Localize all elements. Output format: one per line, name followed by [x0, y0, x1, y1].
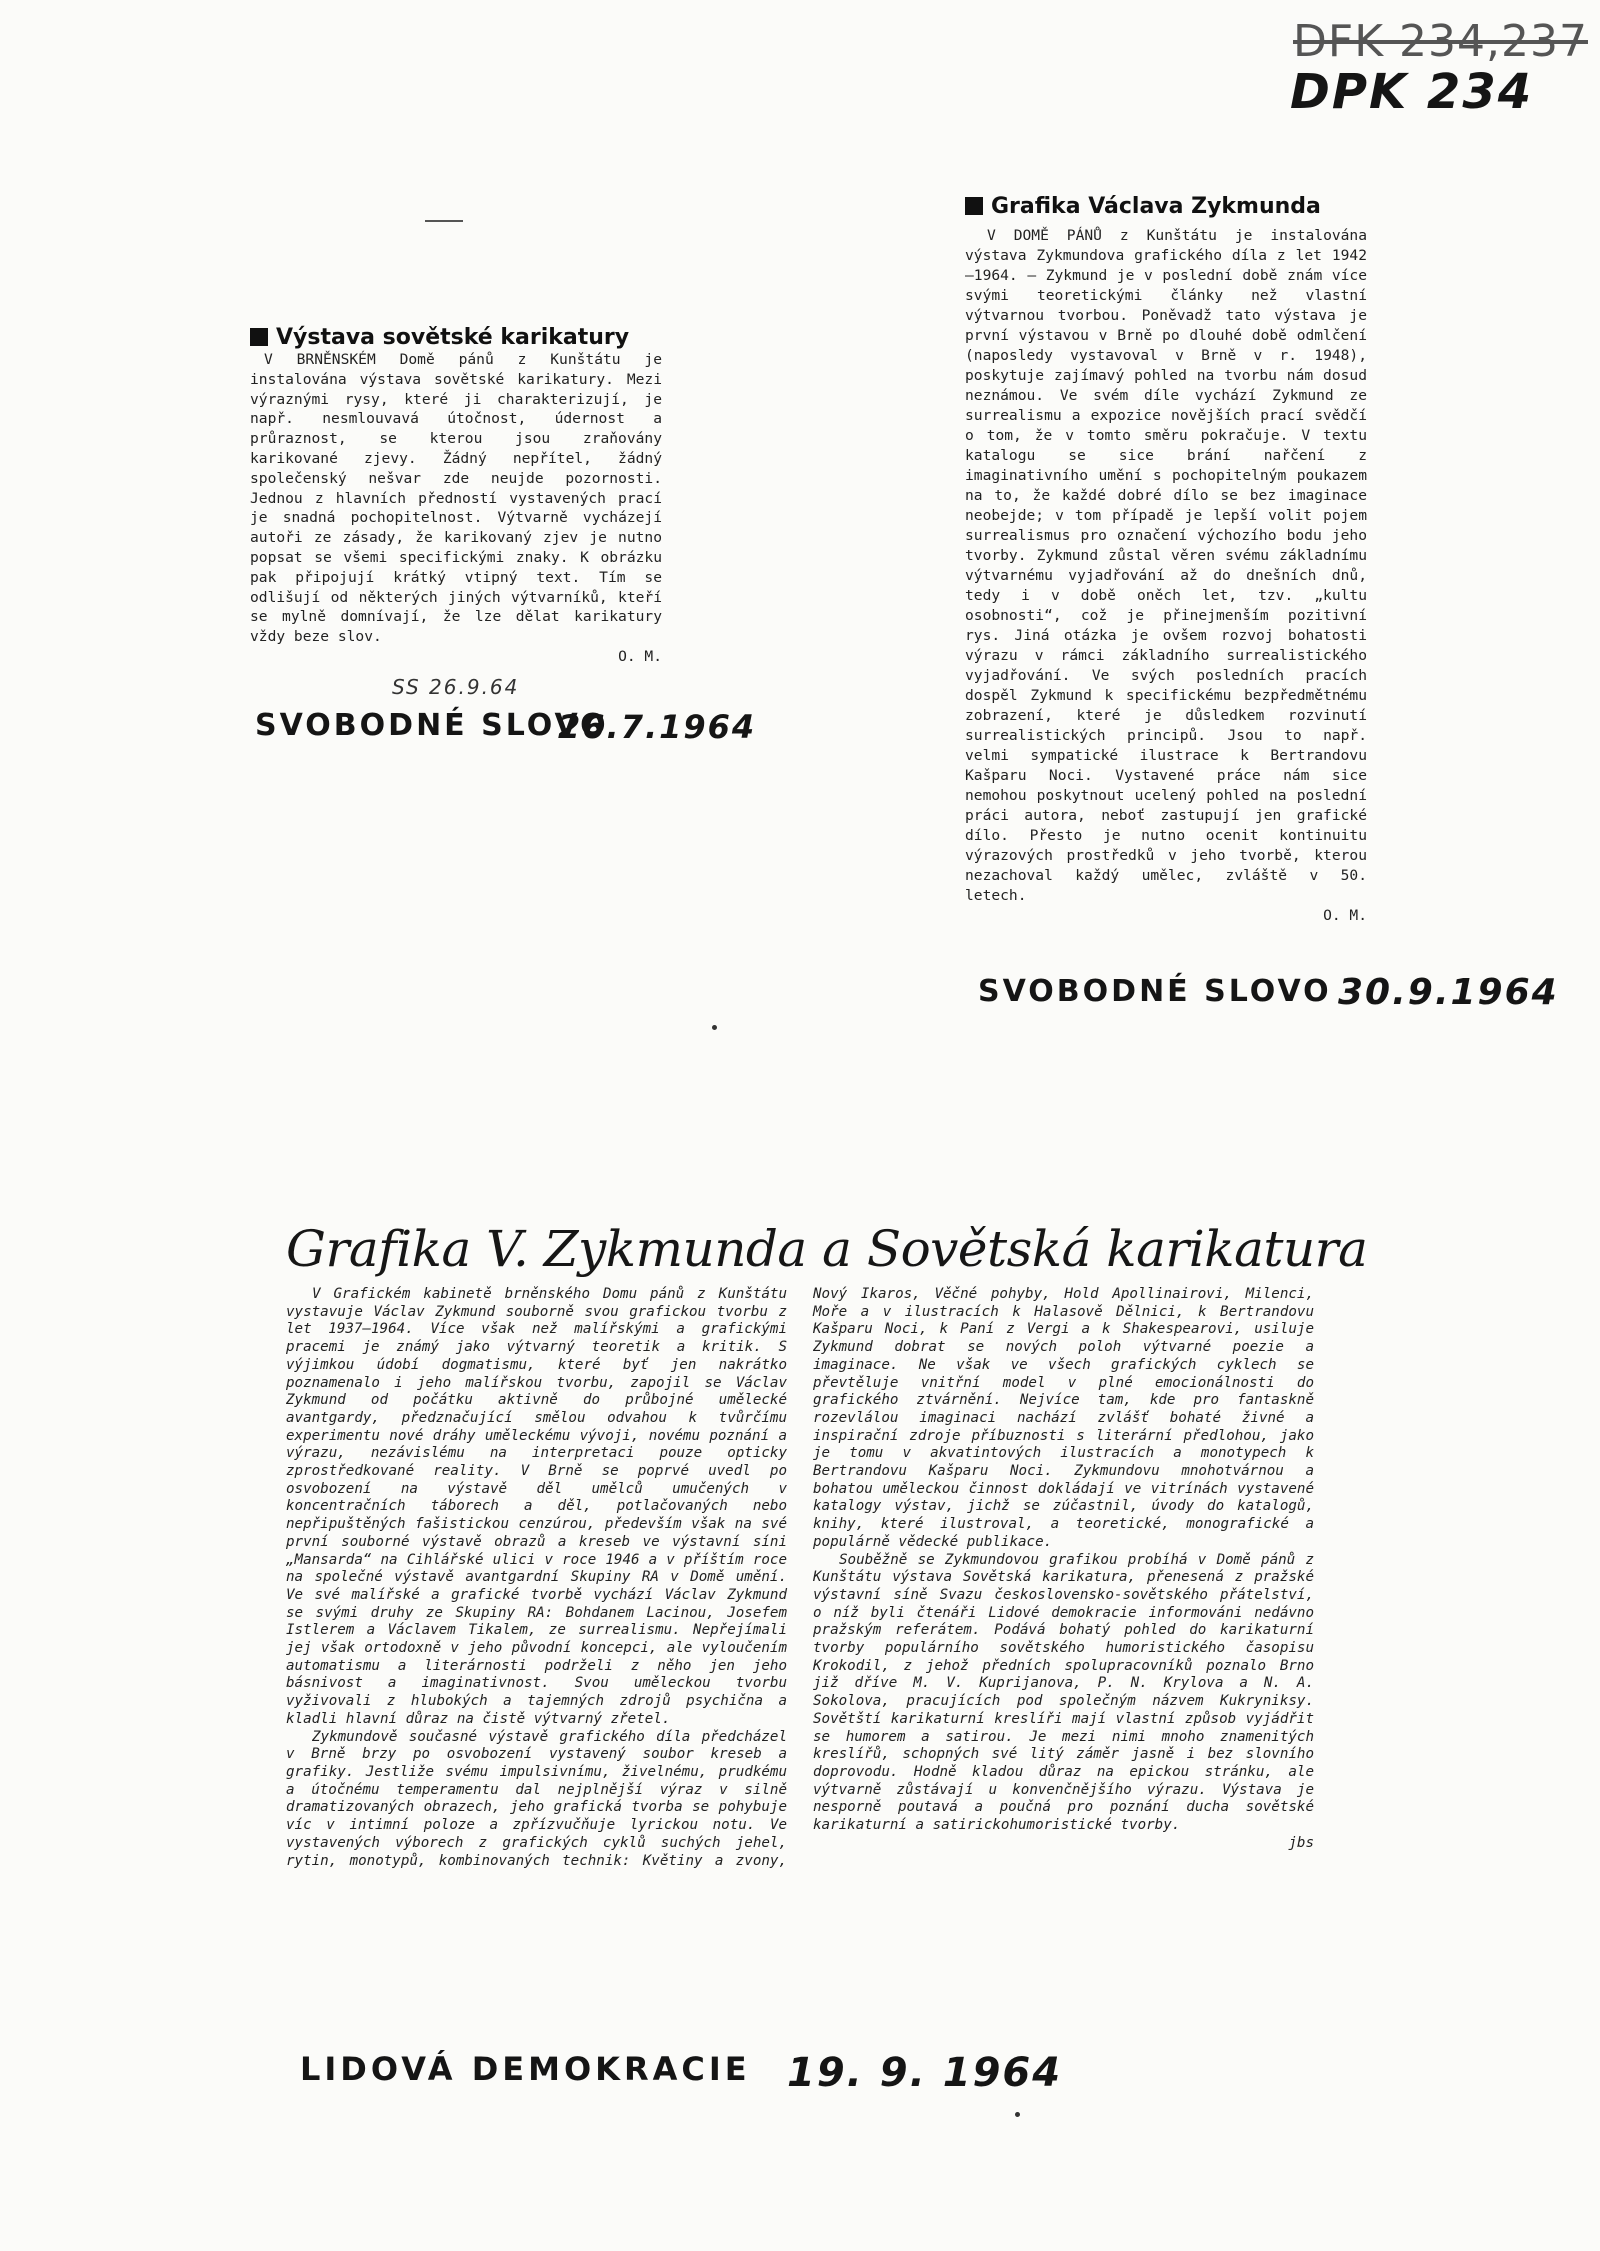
article-1-title: Výstava sovětské karikatury — [250, 325, 629, 350]
article-3-title: Grafika V. Zykmunda a Sovětská karikatura — [286, 1220, 1368, 1278]
article-1-text: V BRNĚNSKÉM Domě pánů z Kunštátu je instalována výstava sovětské karikatury. Mezi výraznými rysy, které ji charakterizují, je např. nesmlouvavá útočnost, údernost a průraznost, se kterou jsou zraňovány karikované zjevy. Žádný nepřítel, žádný společenský nešvar zde neujde pozornosti. Jednou z hlavních předností vystavených prací je snadná pochopitelnost. Výtvarně vycházejí autoři ze zásady, že karikovaný zjev je nutno popsat se všemi specifickými znaky. K obrázku pak připojují krátký vtipný text. Tím se odlišují od některých jiných výtvarníků, kteří se mylně domnívají, že lze dělat karikatury vždy beze slov. — [250, 351, 662, 646]
article-2-body — [965, 226, 1367, 926]
article-1-body — [250, 350, 662, 667]
divider-mark — [425, 220, 463, 222]
article-3-paragraph-2: Zykmundově současné výstavě grafického díla předcházel v Brně brzy po osvobození vystavený soubor kreseb a grafiky. Jestliže svému impulsivnímu, živelnému, prudkému a útočnému temperamentu dal nejplnější výraz v silně dramatizovaných obrazech, jeho grafická tvorba se pohybuje víc v intimní poloze a zpřízvučňuje lyrickou notu. Ve vystavených výborech z grafických cyklů suchých jehel, rytin, monotypů, kombinovaných technik: Květiny a zvony, Nový Ikaros, Věčné pohyby, Hold Apollinairovi, Milenci, Moře a v ilustracích k Halasově Dělnici, k Bertrandovu Kašparu Noci, k Paní z Vergi a k Shakespearovi, usiluje Zykmund dobrat se nových poloh výtvarné poezie a imaginace. Ne však ve všech grafických cyklech se převtěluje vnitřní model v plné emocionálnosti do grafického ztvárnění. Nejvíce tam, kde pro fantaskně rozevlálou imaginaci nachází zvlášť bohaté živné a inspirační zdroje příbuznosti s literární předlohou, jako je tomu v akvatintových ilustracích a monotypech k Bertrandovu Kašparu Noci. Zykmundovu mnohotvárnou a bohatou uměleckou činnost dokládají ve vitrínách vystavené katalogy výstav, jichž se zúčastnil, úvody do katalogů, knihy, které ilustroval, a teoretické, monografické a populárně vědecké publikace. — [286, 1286, 1314, 1869]
article-2-date: 30.9.1964 — [1338, 972, 1559, 1013]
reference-number: DPK 234 — [1290, 64, 1534, 120]
square-bullet-icon — [965, 197, 983, 215]
article-1-source: SVOBODNÉ SLOVO — [255, 708, 609, 743]
article-3-paragraph-3: Souběžně se Zykmundovou grafikou probíhá v Domě pánů z Kunštátu výstava Sovětská karikatura, přenesená z pražské výstavní síně Svazu československo-sovětského přátelství, o níž byli čtenáři Lidové demokracie informováni nedávno pražským referátem. Podává bohatý pohled do karikaturní tvorby populárního sovětského humoristického časopisu Krokodil, z jehož předních spolupracovníků poznalo Brno již dříve M. V. Kuprijanova, P. N. Krylova a N. A. Sokolova, pracujících pod společným názvem Kukryniksy. Sovětští karikaturní kreslíři mají vlastní způsob vyjádřit se humorem a satirou. Je mezi nimi mnoho znamenitých kreslířů, schopných své litý záměr jasně i bez slovního doprovodu. Hodně kladou důraz na epickou stránku, ale výtvarně zůstávají u konvenčnějšího výrazu. Výstava je nesporně poutavá a poučná pro poznání ducha sovětské karikaturní a satirickohumoristické tvorby. — [813, 1551, 1314, 1834]
article-2-title: Grafika Václava Zykmunda — [965, 194, 1321, 219]
article-1-date: 26.7.1964 — [558, 708, 757, 746]
article-2-text: V DOMĚ PÁNŮ z Kunštátu je instalována výstava Zykmundova grafického díla z let 1942—1964. — Zykmund je v poslední době znám více svými teoretickými články než vlastní výtvarnou tvorbou. Poněvadž tato výstava je první výstavou v Brně po dlouhé době odmlčení (naposledy vystavoval v Brně v r. 1948), poskytuje zajímavý pohled na tvorbu nám dosud neznámou. Ve svém díle vychází Zykmund ze surrealismu a expozice novějších prací svědčí o tom, že v tomto směru pokračuje. V textu katalogu se sice brání nařčení z imaginativního umění s pochopitelným poukazem na to, že každé dobré dílo se bez imaginace neobejde; v tom případě je lepší volit pojem surrealismus pro označení výchozího bodu jeho tvorby. Zykmund zůstal věren svému základnímu výtvarnému vyjadřování až do dnešních dnů, tedy i v době oněch let, tzv. „kultu osobnosti“, což je přinejmenším pozitivní rys. Jiná otázka je ovšem rozvoj bohatosti výrazu v rámci základního surrealistického vyjadřování. Ve svých posledních pracích dospěl Zykmund k specifickému bezpředmětnému zobrazení, které je důsledkem rozvinutí surrealistických principů. Jsou to např. velmi sympatické ilustrace k Bertrandovu Kašparu Noci. Vystavené práce nám sice nemohou poskytnout ucelený pohled na poslední práci autora, neboť zastupují jen grafické dílo. Přesto je nutno ocenit kontinuitu výrazových prostředků v jeho tvorbě, kterou nezachoval každý umělec, zvláště v 50. letech. — [965, 227, 1367, 904]
article-2-signature: O. M. — [1323, 907, 1367, 924]
article-3-source: LIDOVÁ DEMOKRACIE — [300, 2050, 751, 2088]
struck-reference-number: DFK 234,237 — [1293, 16, 1588, 67]
speck-mark — [712, 1025, 717, 1030]
article-3-paragraph-1: V Grafickém kabinetě brněnského Domu pánů z Kunštátu vystavuje Václav Zykmund souborně svou grafickou tvorbu z let 1937—1964. Více však než malířskými a grafickými pracemi je známý jako výtvarný teoretik a kritik. S výjimkou údobí dogmatismu, které byť jen nakrátko poznamenalo i jeho malířskou tvorbu, zapojil se Václav Zykmund od počátku aktivně do průbojné umělecké avantgardy, předznačující smělou odvahou k tvůrčímu experimentu nové dráhy uměleckému vývoji, novému poznání a výrazu, nezávislému na interpretaci pouze opticky zprostředkované reality. V Brně se poprvé uvedl po osvobození na výstavě děl umělců umučených v koncentračních táborech a děl, potlačovaných nebo nepřipuštěných fašistickou cenzúrou, především však na své první souborné výstavě obrazů a kreseb ve výstavní síni „Mansarda“ na Cihlářské ulici v roce 1946 a v příštím roce na společné výstavě avantgardní Skupiny RA v Domě umění. Ve své malířské a grafické tvorbě vychází Václav Zykmund se svými druhy ze Skupiny RA: Bohdanem Lacinou, Josefem Istlerem a Václavem Tikalem, ze surrealismu. Nepřejímali jej však ortodoxně v jeho původní koncepci, ale vyloučením automatismu a literárnosti podrželi z něho jen jeho básnivost a imaginativnost. Svou uměleckou tvorbu vyživovali z hlubokých a tajemných zdrojů psychična a kladli hlavní důraz na čistě výtvarný zřetel. — [286, 1286, 787, 1727]
article-3-body — [286, 1286, 1314, 1870]
article-1-signature: O. M. — [618, 647, 662, 665]
speck-mark — [1015, 2112, 1020, 2117]
article-3-signature: jbs — [1288, 1834, 1314, 1851]
square-bullet-icon — [250, 328, 268, 346]
article-3-date: 19. 9. 1964 — [787, 2050, 1063, 2096]
article-2-source: SVOBODNÉ SLOVO — [978, 974, 1332, 1009]
article-1-handwritten-note: SS 26.9.64 — [392, 675, 520, 699]
